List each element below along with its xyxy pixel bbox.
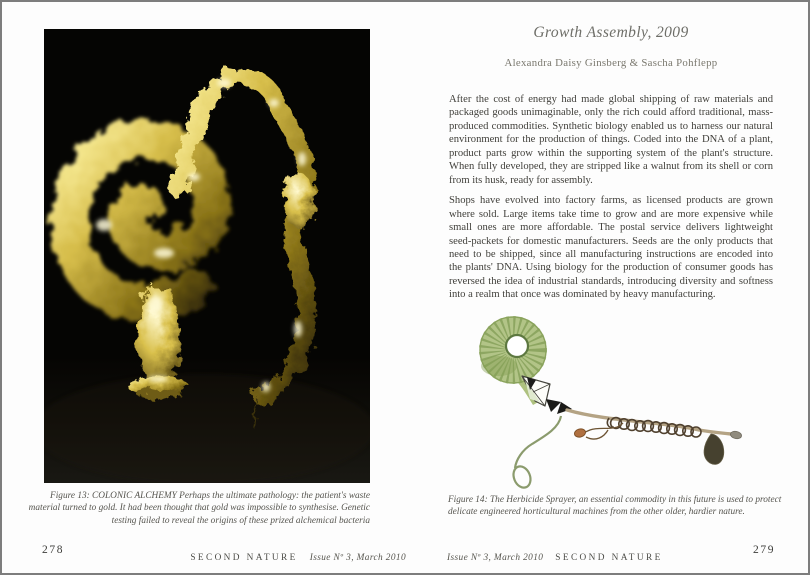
issue-info: Issue Nº 3, March 2010 (309, 553, 406, 563)
body-paragraph: After the cost of energy had made global shipping of raw materials and packaged goods unimaginable, only the rich could afford traditional, mass-produced commodities. Synthetic biology enabled us to harness our natural environment for the production of things. Coded into the DNA of a plant, product parts grow within the supporting system of the plant's structure. When fully developed, they are stripped like a walnut from its shell or corn from its husk, ready for assembly. (449, 94, 773, 186)
running-footer-left (2, 547, 406, 565)
green-stem-loop (510, 416, 561, 490)
article-authors: Alexandra Daisy Ginsberg & Sascha Pohflepp (504, 57, 718, 69)
caption-line: testing failed to reveal the origins of these prized alchemical bacteria (111, 515, 370, 526)
figure13-photo (44, 29, 370, 483)
journal-name: SECOND NATURE (555, 553, 663, 563)
grey-seed (730, 430, 742, 439)
caption-line: material turned to gold. It had been thought that gold was impossible to synthesise. Genetic (28, 503, 370, 514)
issue-info: Issue Nº 3, March 2010 (447, 553, 544, 563)
caption-line: Figure 13: COLONIC ALCHEMY Perhaps the ultimate pathology: the patient's waste (50, 491, 370, 501)
figure14-caption (448, 494, 796, 518)
herbicide-sprayer-image (449, 314, 799, 496)
page-number-right: 279 (753, 544, 776, 556)
journal-name: SECOND NATURE (190, 553, 298, 563)
caption-line: delicate engineered horticultural machines from the other older, hardier nature. (448, 507, 745, 518)
figure14-illustration (449, 314, 799, 496)
seed-pod-teardrop (704, 434, 724, 464)
article-title: Growth Assembly, 2009 (533, 24, 689, 41)
funnel-nozzle (522, 376, 572, 414)
running-footer-right (447, 547, 663, 565)
figure13-caption (28, 490, 370, 527)
main-stem (567, 410, 731, 434)
gold-sculpture-image (44, 29, 370, 483)
curly-wire-and-bead (574, 423, 623, 439)
body-paragraph: Shops have evolved into factory farms, as licensed products are grown where sold. Large items take time to grow and are more expensive while small ones are more affordable. The postal service delivers lightweight seed-packets for domestic manufacturers. Seeds are the only products that need to be shipped, since all manufacturing instructions are encoded into the plants' DNA. Using biology for the production of consumer goods has reversed the idea of industrial standards, introducing diversity and softness into a realm that once was dominated by heavy manufacturing. (449, 195, 773, 301)
caption-line: Figure 14: The Herbicide Sprayer, an essential commodity in this future is used to protect (448, 495, 782, 505)
article-body (449, 93, 773, 309)
page-number-left: 278 (42, 544, 65, 556)
